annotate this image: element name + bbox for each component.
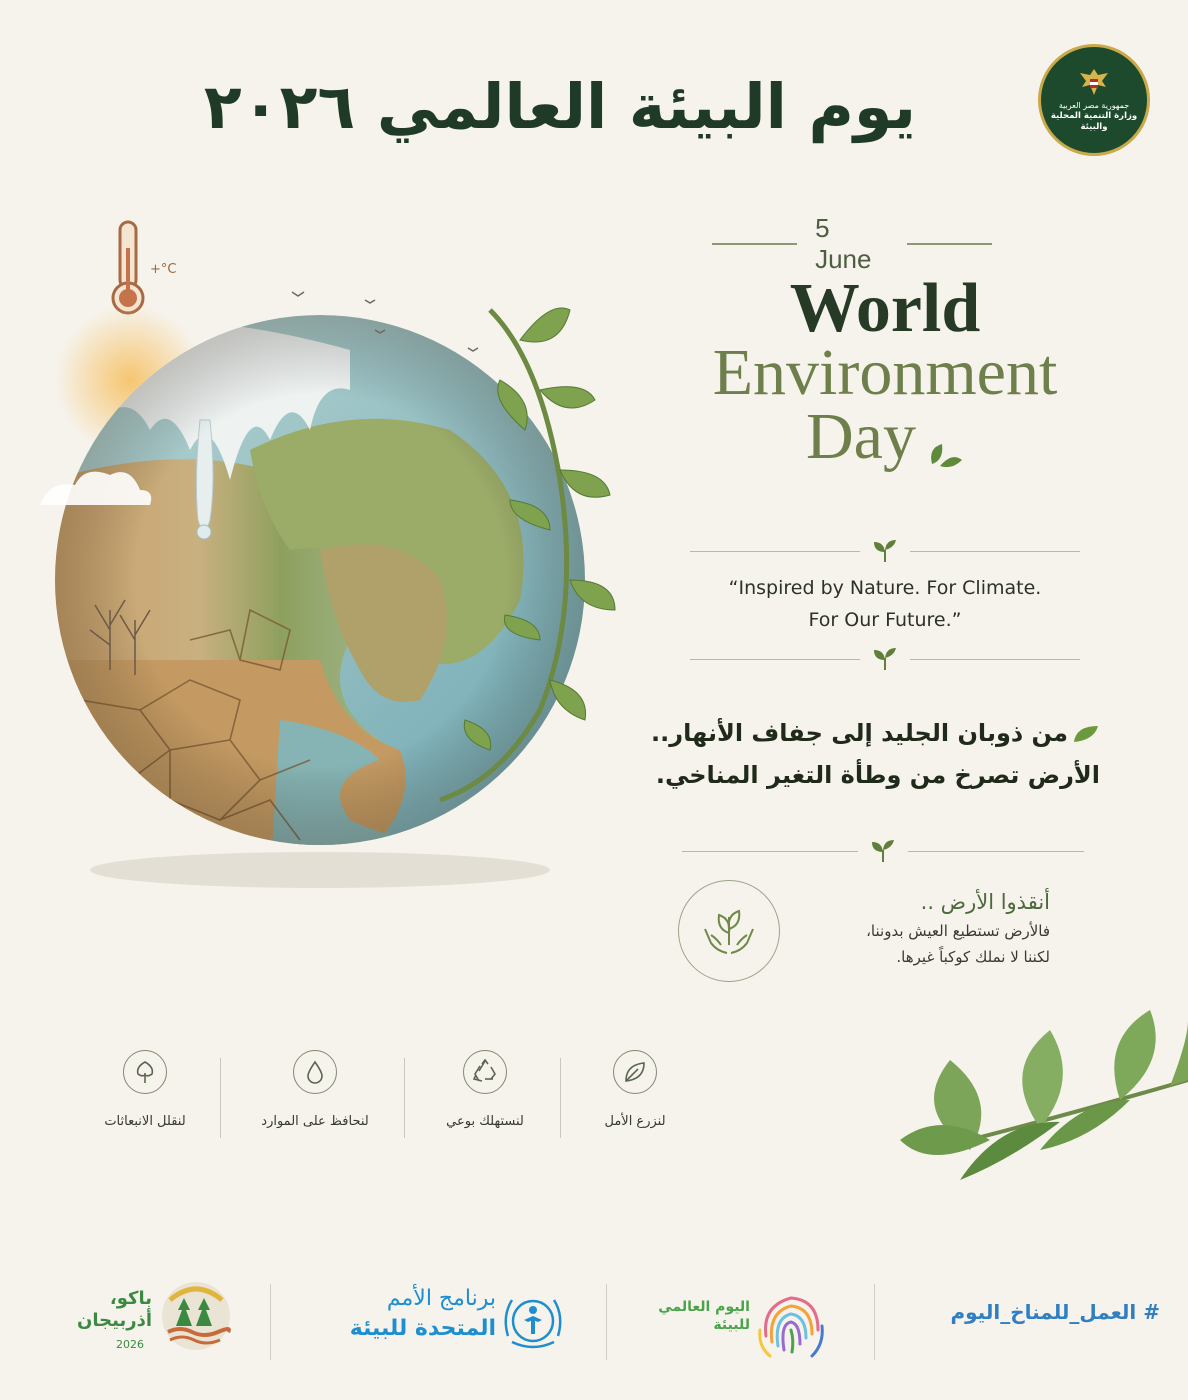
- temperature-label: +°C: [150, 262, 177, 277]
- ministry-country: جمهورية مصر العربية: [1058, 101, 1130, 110]
- quote-line-2: For Our Future.”: [808, 609, 962, 631]
- date-line-right: [907, 243, 992, 245]
- message-line-1: من ذوبان الجليد إلى جفاف الأنهار..: [640, 712, 1100, 754]
- tree-icon: [123, 1050, 167, 1094]
- save-line-2: لكننا لا نملك كوكباً غيرها.: [896, 948, 1050, 966]
- ministry-name-2: والبيئة: [1080, 122, 1108, 132]
- sprout-icon: [870, 538, 900, 564]
- wed-title: [680, 270, 1090, 474]
- pledge-label: لنقلل الانبعاثات: [104, 1114, 186, 1129]
- hands-holding-plant-icon: [697, 899, 761, 963]
- divider-middle: [690, 644, 1080, 674]
- wed-logo-text: اليوم العالمي للبيئة: [658, 1299, 750, 1333]
- sprout-icon: [870, 646, 900, 672]
- pledge-label: لنحافظ على الموارد: [261, 1114, 369, 1129]
- recycle-icon: [463, 1050, 507, 1094]
- pledge-label: لنستهلك بوعي: [446, 1114, 524, 1129]
- unep-logo: [300, 1284, 580, 1364]
- pledge-consume-consciously: [410, 1050, 560, 1129]
- quote-line-1: “Inspired by Nature. For Climate.: [728, 577, 1042, 599]
- page-title: يوم البيئة العالمي ٢٠٢٦: [203, 70, 917, 143]
- sprout-icon: [868, 838, 898, 864]
- pledges-row: [70, 1050, 690, 1160]
- leaf-icon: [1072, 724, 1100, 744]
- climate-message: [640, 712, 1100, 796]
- globe-illustration: [20, 280, 640, 900]
- leaves-decoration: [890, 1000, 1188, 1190]
- leaf-icon: [924, 434, 964, 474]
- pledge-label: لنزرع الأمل: [604, 1114, 666, 1129]
- pledge-divider: [404, 1058, 405, 1138]
- leaf-icon: [613, 1050, 657, 1094]
- date-row: [712, 213, 992, 274]
- date-line-left: [712, 243, 797, 245]
- footer-divider: [606, 1284, 607, 1360]
- message-line-2: الأرض تصرخ من وطأة التغير المناخي.: [655, 761, 1100, 789]
- divider-top: [690, 536, 1080, 566]
- water-drop-icon: [293, 1050, 337, 1094]
- cop-location: باكو، أذربيجان: [77, 1288, 152, 1331]
- pledge-reduce-emissions: [70, 1050, 220, 1129]
- unep-name: برنامج الأمم المتحدة للبيئة: [349, 1286, 496, 1341]
- footer-divider: [874, 1284, 875, 1360]
- quote: [690, 572, 1080, 636]
- footer: [0, 1270, 1188, 1380]
- save-line-1: فالأرض تستطيع العيش بدوننا،: [866, 922, 1050, 940]
- pledge-conserve-resources: [230, 1050, 400, 1129]
- footer-divider: [270, 1284, 271, 1360]
- hands-plant-badge: [678, 880, 780, 982]
- divider-lower: [682, 836, 1084, 866]
- cop-emblem-icon: [160, 1280, 232, 1352]
- fingerprint-icon: [752, 1286, 830, 1364]
- save-heading: أنقذوا الأرض ..: [920, 890, 1050, 914]
- cop-year: 2026: [116, 1338, 144, 1351]
- event-date: 5 June: [815, 213, 872, 274]
- title-day: Day: [806, 400, 916, 473]
- save-earth-text: [790, 886, 1050, 970]
- hashtag-link[interactable]: # العمل_للمناخ_اليوم: [950, 1300, 1160, 1324]
- title-world: World: [789, 270, 981, 347]
- cop-logo: [60, 1280, 240, 1370]
- title-environment: Environment: [712, 336, 1058, 409]
- pledge-divider: [220, 1058, 221, 1138]
- eagle-emblem-icon: [1076, 67, 1112, 97]
- pledge-plant-hope: [560, 1050, 710, 1129]
- un-emblem-icon: [498, 1286, 568, 1356]
- wed-logo: [640, 1280, 840, 1370]
- ministry-name: وزارة التنمية المحلية: [1050, 111, 1138, 121]
- ministry-logo: [1038, 44, 1150, 156]
